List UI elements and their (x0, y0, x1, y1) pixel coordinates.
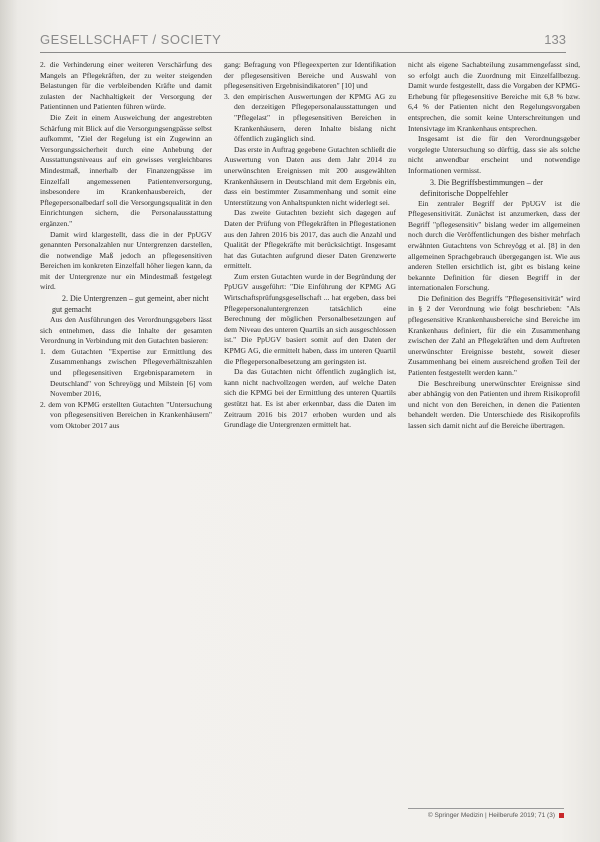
paragraph: Damit wird klargestellt, dass die in der PpUGV genannten Personalzahlen nur Untergrenzen darstellen, die notwendige Maß jedoch an pflegesensitiven Bereichen im konkreten Einzelfall höher liegen kann, da mit der Untergrenze nur ein Mindestmaß festgelegt wird. (40, 229, 212, 292)
section-heading: 3. Die Begriffsbestimmungen – der definitorische Doppelfehler (420, 177, 543, 198)
text-column-left (40, 60, 212, 812)
paragraph: Aus den Ausführungen des Verordnungsgebers lässt sich entnehmen, dass die Inhalte der gesamten Verordnung in Verbindung mit den Gutachten basieren: (40, 315, 212, 346)
section-heading: 2. Die Untergrenzen – gut gemeint, aber nicht gut gemacht (52, 294, 209, 315)
text-column-right (408, 60, 580, 812)
list-item: 2. dem von KPMG erstellten Gutachten "Untersuchung von pflegesensitiven Bereichen in Krankenhäusern" vom Oktober 2017 aus (40, 399, 212, 430)
section-title: GESELLSCHAFT / SOCIETY (40, 32, 222, 47)
paragraph: Die Beschreibung unerwünschter Ereignisse sind aber abhängig von den Patienten und ihrem Risikoprofil und nicht von den Bereichen, in denen die Patienten behandelt werden. Die Unterschiede des Risikoprofils lassen sich damit nicht auf die Bereiche übertragen. (408, 378, 580, 430)
paragraph: gang: Befragung von Pflegeexperten zur Identifikation der pflegesensitiven Bereiche und Auswahl von pflegesensitiven Ergebnisindikatoren" [10] und (224, 60, 396, 91)
text-column-middle (224, 60, 396, 812)
paragraph: Das erste in Auftrag gegebene Gutachten schließt die Auswertung von Daten aus dem Jahr 2014 zu unerwünschten Ereignissen mit 200 ausgewählten Krankenhäusern in Deutschland mit dem Ergebnis ein, dass ein bestimmter Zusammenhang und somit eine Unterstützung von Anhaltspunkten nicht widerlegt sei. (224, 144, 396, 207)
list-item: 1. dem Gutachten "Expertise zur Ermittlung des Zusammenhangs zwischen Pflegeverhältniszahlen und pflegesensitiven Ergebnisparametern in Deutschland" von Schreyögg und Milstein [6] vom November 2016, (40, 346, 212, 399)
page-number: 133 (544, 32, 566, 47)
paragraph: Insgesamt ist die für den Verordnungsgeber vorgelegte Untersuchung so dürftig, dass sie als solche nicht anwendbar erscheint und notwendige Informationen vermisst. (408, 134, 580, 175)
list-item: 3. den empirischen Auswertungen der KPMG AG zu den derzeitigen Pflegepersonalausstattungen und "Pflegelast" in pflegesensitiven Bereichen in Krankenhäusern, deren Inhalte bislang nicht öffentlich zugänglich sind. (224, 91, 396, 144)
footer-text: © Springer Medizin | Heilberufe 2019; 71 (3) (427, 812, 555, 819)
paragraph: 2. die Verhinderung einer weiteren Verschärfung des Mangels an Pflegekräften, der zu weiter steigenden Belastungen für die verbleibenden Kräfte und damit zulasten der Nachhaltigkeit der Versorgung der Patientinnen und Patienten führen würde. (40, 60, 212, 112)
footer-marker-icon (559, 813, 564, 818)
page-header (40, 30, 566, 53)
paragraph: Ein zentraler Begriff der PpUGV ist die Pflegesensitivität. Zunächst ist anzumerken, dass der Begriff "pflegesensitiv" bislang weder im allgemeinen noch durch die Veröffentlichungen des bisher mehrfach erwähnten Gutachtens von Schreyögg et al. [8] in den allgemeinen Sprachgebrauch übergegangen ist. Wie aus anderen Stellen ersichtlich ist, gibt es bislang keine bekannte Definition für diesen Begriff in der internationalen Forschung. (408, 198, 580, 293)
paragraph: Zum ersten Gutachten wurde in der Begründung der PpUGV ausgeführt: "Die Einführung der KPMG AG Wirtschaftsprüfungsgesellschaft ... hat ergeben, dass bei Pflegepersonaluntergrenzen tatsächlich eine Berechnung der möglichen Personalbesetzungen auf dem Niveau des unteren Quartils an sich ausgeschlossen ist." Die PpUGV basiert somit auf den Daten der KPMG AG, die ermittelt haben, dass im unteren Quartil die Pflegepersonalbesetzung am geringsten ist. (224, 271, 396, 366)
paragraph: Das zweite Gutachten bezieht sich dagegen auf Daten der Prüfung von Pflegekräften in Pflegestationen aus den Jahren 2016 bis 2017, das auch die Anzahl und Qualität der Pflegekräfte mit berücksichtigt. Insgesamt hat das Gutachten aufgrund dieser Daten Grenzwerte ermittelt. (224, 208, 396, 271)
paragraph: Die Zeit in einem Ausweichung der angestrebten Schärfung mit Blick auf die Versorgungsengpässe selbst aufkommt, "Ziel der Regelung ist ein Zugewinn an Versorgungssicherheit durch eine Anhebung der Ausstattungsniveaus auf ein gewisses vergleichbares Mindestmaß, innerhalb der Finanzengpässe im Einzelfall angemessenen Patientenversorgung, insbesondere im Krankenhausbereich, der Pflegepersonalbedarf soll die Versorgungsqualität in den Einrichtungen sichern, die Personalausstattung ergänzen." (40, 112, 212, 228)
paragraph: Die Definition des Begriffs "Pflegesensitivität" wird in § 2 der Verordnung wie folgt beschrieben: "Als pflegesensitive Krankenhausbereiche sind Bereiche im Krankenhaus definiert, für die ein Zusammenhang zwischen der Zahl an Pflegekräften und dem Auftreten unerwünschter Ereignisse besteht, soweit dieser Zusammenhang bei einem ausreichend großen Teil der Patienten festgestellt werden kann." (408, 293, 580, 378)
paragraph: Da das Gutachten nicht öffentlich zugänglich ist, kann nicht nachvollzogen werden, auf welche Daten sich die KPMG bei der Ermittlung des unteren Quartils gestützt hat. Es ist aber erkennbar, dass die Daten im Zeitraum 2016 bis 2017 erhoben wurden und als Grundlage die Untergrenzen ermittelt hat. (224, 367, 396, 430)
page-footer (408, 808, 564, 826)
paragraph: nicht als eigene Sachabteilung zusammengefasst sind, so erfolgt auch die Zuordnung mit Einzelfallbezug. Damit wurde festgestellt, dass die Vorgaben der KPMG-Erhebung für pflegesensitive Bereiche mit 6,8 % bzw. 6,4 % der Patienten nicht den Regelungsvorgaben entsprechen, die somit keine Unterschreitungen und Intensivtage im Krankenhaus entsprechen. (408, 60, 580, 133)
